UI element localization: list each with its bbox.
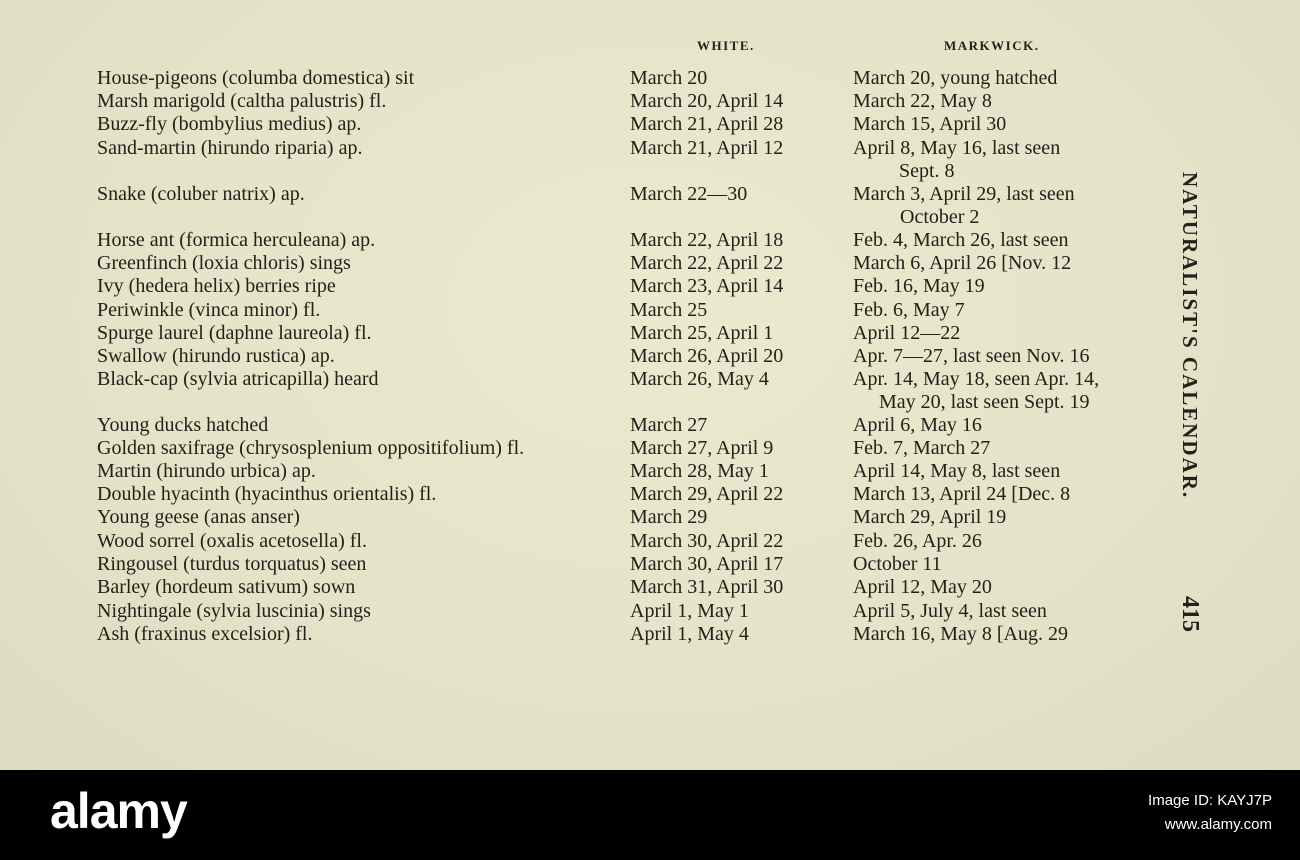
row-subject: Barley (hordeum sativum) sown — [97, 576, 356, 598]
row-markwick-date: October 11 — [853, 553, 942, 575]
row-subject: Young geese (anas anser) — [97, 506, 300, 528]
row-subject: Double hyacinth (hyacinthus orientalis) fl. — [97, 483, 437, 505]
row-subject: Buzz-fly (bombylius medius) ap. — [97, 113, 362, 135]
row-white-date: March 26, May 4 — [630, 368, 769, 390]
row-white-date: March 29 — [630, 506, 708, 528]
row-subject: Ringousel (turdus torquatus) seen — [97, 553, 367, 575]
continuation-blackcap: May 20, last seen Sept. 19 — [879, 391, 1090, 413]
row-markwick-date: Feb. 16, May 19 — [853, 275, 985, 297]
row-markwick-date: Feb. 7, March 27 — [853, 437, 991, 459]
row-markwick-date: April 14, May 8, last seen — [853, 460, 1061, 482]
row-markwick-date: April 6, May 16 — [853, 414, 982, 436]
page-number: 415 — [1177, 596, 1203, 632]
row-markwick-date: Feb. 26, Apr. 26 — [853, 530, 982, 552]
row-white-date: March 21, April 28 — [630, 113, 784, 135]
row-subject: Young ducks hatched — [97, 414, 269, 436]
continuation-sand-martin: Sept. 8 — [899, 160, 955, 182]
row-subject: Swallow (hirundo rustica) ap. — [97, 345, 335, 367]
row-white-date: March 22, April 18 — [630, 229, 784, 251]
row-markwick-date: March 16, May 8 [Aug. 29 — [853, 623, 1068, 645]
row-markwick-date: March 22, May 8 — [853, 90, 992, 112]
row-subject: Martin (hirundo urbica) ap. — [97, 460, 316, 482]
row-markwick-date: April 5, July 4, last seen — [853, 600, 1047, 622]
row-white-date: March 30, April 22 — [630, 530, 784, 552]
row-subject: Spurge laurel (daphne laureola) fl. — [97, 322, 372, 344]
row-markwick-date: March 6, April 26 [Nov. 12 — [853, 252, 1072, 274]
row-white-date: March 20, April 14 — [630, 90, 784, 112]
row-markwick-date: March 29, April 19 — [853, 506, 1007, 528]
row-white-date: March 25, April 1 — [630, 322, 774, 344]
continuation-snake: October 2 — [900, 206, 980, 228]
row-white-date: March 20 — [630, 67, 708, 89]
row-white-date: March 25 — [630, 299, 708, 321]
row-white-date: March 27, April 9 — [630, 437, 774, 459]
column-header-white: WHITE. — [697, 38, 755, 53]
row-markwick-date: March 13, April 24 [Dec. 8 — [853, 483, 1071, 505]
watermark-footer — [0, 770, 1300, 860]
row-subject: Ivy (hedera helix) berries ripe — [97, 275, 336, 297]
row-white-date: March 31, April 30 — [630, 576, 784, 598]
row-markwick-date: April 8, May 16, last seen — [853, 137, 1061, 159]
row-white-date: March 30, April 17 — [630, 553, 784, 575]
row-white-date: March 22—30 — [630, 183, 748, 205]
row-subject: House-pigeons (columba domestica) sit — [97, 67, 415, 89]
row-white-date: March 27 — [630, 414, 708, 436]
row-white-date: March 23, April 14 — [630, 275, 784, 297]
row-markwick-date: Feb. 6, May 7 — [853, 299, 965, 321]
row-white-date: March 21, April 12 — [630, 137, 784, 159]
row-white-date: March 29, April 22 — [630, 483, 784, 505]
row-markwick-date: Apr. 14, May 18, seen Apr. 14, — [853, 368, 1100, 390]
row-subject: Marsh marigold (caltha palustris) fl. — [97, 90, 387, 112]
row-subject: Golden saxifrage (chrysosplenium oppositifolium) fl. — [97, 437, 525, 459]
row-subject: Greenfinch (loxia chloris) sings — [97, 252, 351, 274]
row-white-date: April 1, May 4 — [630, 623, 749, 645]
row-markwick-date: April 12—22 — [853, 322, 961, 344]
running-title: NATURALIST'S CALENDAR. — [1178, 172, 1202, 500]
row-markwick-date: March 15, April 30 — [853, 113, 1007, 135]
row-subject: Snake (coluber natrix) ap. — [97, 183, 305, 205]
row-subject: Periwinkle (vinca minor) fl. — [97, 299, 321, 321]
row-subject: Ash (fraxinus excelsior) fl. — [97, 623, 313, 645]
row-subject: Sand-martin (hirundo riparia) ap. — [97, 137, 363, 159]
site-label: www.alamy.com — [1164, 816, 1272, 833]
row-subject: Wood sorrel (oxalis acetosella) fl. — [97, 530, 367, 552]
row-white-date: March 26, April 20 — [630, 345, 784, 367]
image-id-label: Image ID: KAYJ7P — [1148, 792, 1272, 809]
row-markwick-date: April 12, May 20 — [853, 576, 992, 598]
row-subject: Black-cap (sylvia atricapilla) heard — [97, 368, 379, 390]
row-markwick-date: March 3, April 29, last seen — [853, 183, 1075, 205]
alamy-logo: alamy — [50, 783, 187, 839]
row-white-date: March 22, April 22 — [630, 252, 784, 274]
row-markwick-date: Feb. 4, March 26, last seen — [853, 229, 1069, 251]
row-white-date: April 1, May 1 — [630, 600, 749, 622]
row-subject: Horse ant (formica herculeana) ap. — [97, 229, 376, 251]
row-markwick-date: March 20, young hatched — [853, 67, 1058, 89]
row-subject: Nightingale (sylvia luscinia) sings — [97, 600, 371, 622]
row-markwick-date: Apr. 7—27, last seen Nov. 16 — [853, 345, 1090, 367]
column-header-markwick: MARKWICK. — [944, 38, 1040, 53]
row-white-date: March 28, May 1 — [630, 460, 769, 482]
